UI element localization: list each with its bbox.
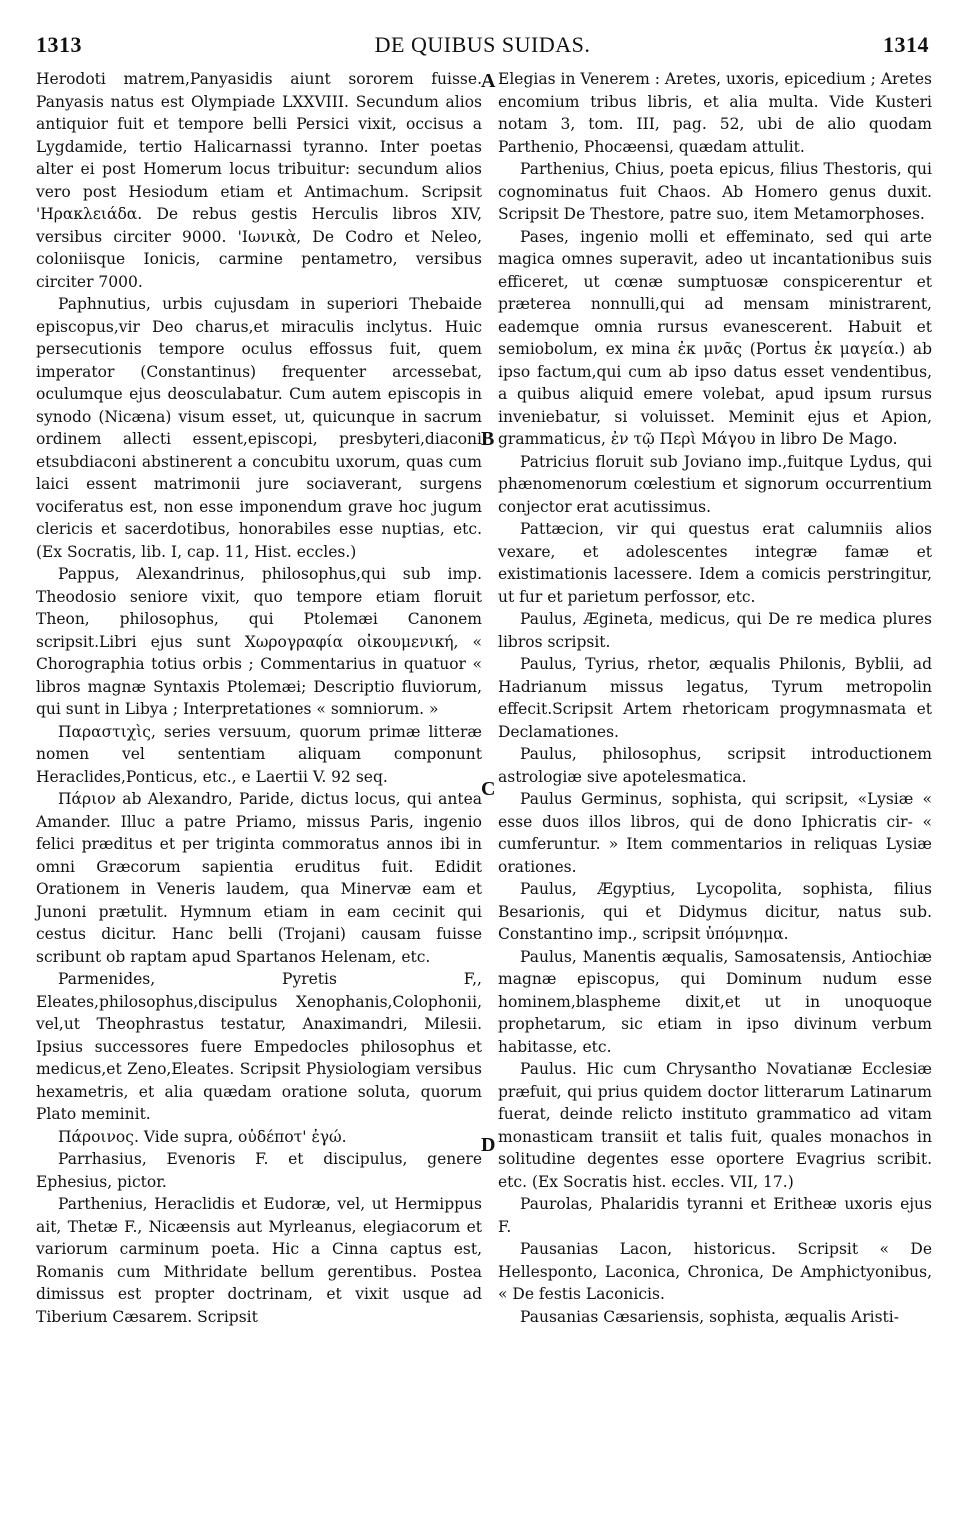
section-marker-b: B — [481, 428, 495, 450]
entry-paragraph: Parthenius, Chius, poeta epicus, filius Thestoris, qui cognominatus fuit Chaos. Ab Homero genus duxit. Scripsit De Thestore, patre suo, item Metamorphoses. — [498, 160, 932, 223]
entry-paragraph: Parmenides, Pyretis F,, Eleates,philosophus,discipulus Xenophanis,Colophonii, vel,ut Theophrastus testatur, Anaximandri, Milesii. Ipsius successores fuere Empedocles philosophus et medicus,et Zeno,Eleates. Scripsit Physiologiam versibus hexametris, et alia quædam oratione soluta, quorum Plato meminit. — [36, 970, 482, 1123]
entry-paragraph: Pausanias Lacon, historicus. Scripsit « De Hellesponto, Laconica, Chronica, De Amphictyonibus, « De festis Laconicis. — [498, 1240, 932, 1303]
entry-paragraph: Paulus, philosophus, scripsit introductionem astrologiæ sive apotelesmatica. — [498, 745, 932, 786]
entry-paragraph: Paulus Germinus, sophista, qui scripsit, «Lysiæ « esse duos illos libros, qui de dono Iphicratis cir- « cumferuntur. » Item commentarios in reliquas Lysiæ orationes. — [498, 790, 932, 876]
entry-paragraph: Elegias in Venerem : Aretes, uxoris, epicedium ; Aretes encomium tribus libris, et alia multa. Vide Kusteri notam 3, tom. III, pag. 52, ubi de alio quodam Parthenio, Phocæensi, quædam attulit. — [498, 70, 932, 156]
running-title: DE QUIBUS SUIDAS. — [374, 32, 591, 57]
section-marker-a: A — [481, 70, 496, 92]
entry-paragraph: Pattæcion, vir qui questus erat calumniis alios vexare, et adolescentes integræ famæ et existimationis lacessere. Idem a comicis perstringitur, ut fur et parietum perfossor, etc. — [498, 520, 932, 606]
entry-paragraph: Πάροινος. Vide supra, οὐδέποτ' ἐγώ. — [58, 1127, 347, 1146]
section-marker-c: C — [481, 778, 496, 800]
section-marker-d: D — [481, 1134, 496, 1156]
entry-paragraph: Πάριον ab Alexandro, Paride, dictus locus, qui antea Amander. Illuc a patre Priamo, missus Paris, ingenio felici præditus et per triginta commoratus annos ibi in omni Græcorum sapientia eruditus fuit. Edidit Orationem in Veneris laudem, qua Minervæ eam et Junoni prætulit. Hymnum etiam in eam cecinit qui cestus dicitur. Hanc belli (Trojani) causam fuisse scribunt ob raptam apud Spartanos Helenam, etc. — [36, 790, 482, 966]
entry-paragraph: Paulus. Hic cum Chrysantho Novatianæ Ecclesiæ præfuit, qui prius quidem doctor litterarum Latinarum fuerat, deinde relicto instituto grammatico ad vitam monasticam transiit et talis fuit, quales monachos in solitudine degentes esse oportere Evagrius scribit. etc. (Ex Socratis hist. eccles. VII, 17.) — [498, 1060, 932, 1191]
right-column — [498, 68, 932, 1328]
page-number-right: 1314 — [883, 32, 929, 57]
entry-paragraph: Paulus, Tyrius, rhetor, æqualis Philonis, Byblii, ad Hadrianum missus legatus, Tyrum metropolin effecit.Scripsit Artem rhetoricam progymnasmata et Declamationes. — [498, 655, 932, 741]
page-number-left: 1313 — [36, 32, 82, 57]
left-column — [36, 68, 482, 1328]
entry-paragraph: Pappus, Alexandrinus, philosophus,qui sub imp. Theodosio seniore vixit, quo tempore etiam floruit Theon, philosophus, qui Ptolemæi Canonem scripsit.Libri ejus sunt Χωρογραφία οἰκουμενική, « Chorographia totius orbis ; Commentarius in quatuor « libros magnæ Syntaxis Ptolemæi; Descriptio fluviorum, qui sunt in Libya ; Interpretationes « somniorum. » — [36, 565, 482, 718]
entry-paragraph: Παραστιχὶς, series versuum, quorum primæ litteræ nomen vel sententiam aliquam componunt Heraclides,Ponticus, etc., e Laertii V. 92 seq. — [36, 722, 482, 786]
entry-paragraph: Paulus, Manentis æqualis, Samosatensis, Antiochiæ magnæ episcopus, qui Dominum nudum esse hominem,blaspheme dixit,et ut in unoquoque prophetarum, sic etiam in ipso divinum verbum habitasse, etc. — [498, 947, 932, 1056]
entry-paragraph: Pases, ingenio molli et effeminato, sed qui arte magica omnes superavit, adeo ut incantationibus suis efficeret, ut cœnæ sumptuosæ conspicerentur et præterea nonnulli,qui ad mensam ministrarent, eademque omnia rursus evanescerent. Habuit et semiobolum, ex mina ἐκ μνᾶς (Portus ἐκ μαγεία.) ab ipso factum,qui cum ab ipso datus esset vendentibus, a quibus aliquid emere volebat, apud ipsum rursus inveniebatur, si voluisset. Meminit ejus et Apion, grammaticus, ἐν τῷ Περὶ Μάγου in libro De Mago. — [498, 227, 932, 448]
entry-paragraph: Parrhasius, Evenoris F. et discipulus, genere Ephesius, pictor. — [36, 1150, 482, 1191]
entry-paragraph: Patricius floruit sub Joviano imp.,fuitque Lydus, qui phænomenorum cœlestium et signorum occurrentium conjector erat acutissimus. — [498, 452, 932, 516]
entry-paragraph: Paurolas, Phalaridis tyranni et Eritheæ uxoris ejus F. — [498, 1195, 932, 1236]
entry-paragraph: Pausanias Cæsariensis, sophista, æqualis Aristi- — [520, 1307, 899, 1326]
entry-paragraph: Paulus, Ægineta, medicus, qui De re medica plures libros scripsit. — [498, 610, 932, 651]
entry-paragraph: Paphnutius, urbis cujusdam in superiori Thebaide episcopus,vir Deo charus,et miraculis inclytus. Huic persecutionis tempore oculus effossus fuit, quem imperator (Constantinus) frequenter arcessebat, oculumque ejus deosculabatur. Cum autem episcopis in synodo (Nicæna) visum esset, ut, quicunque in sacrum ordinem allecti essent,episcopi, presbyteri,diaconi etsubdiaconi abstinerent a concubitu uxorum, quas cum laici essent matrimonii jure sociaverant, surgens vociferatus est, non esse imponendum grave hoc jugum clericis et sacerdotibus, honorabiles esse nuptias, etc. (Ex Socratis, lib. I, cap. 11, Hist. eccles.) — [36, 295, 482, 561]
entry-paragraph: Herodoti matrem,Panyasidis aiunt sororem fuisse. Panyasis natus est Olympiade LXXVIII. Secundum alios antiquior fuit et tempore belli Persici vixit, occisus a Lygdamide, tertio Halicarnassi tyranno. Inter poetas alter ei post Homerum locus tribuitur: secundum alios vero post Hesiodum etiam et Antimachum. Scripsit 'Ηρακλειάδα. De rebus gestis Herculis libros XIV, versibus circiter 9000. 'Ιωνικὰ, De Codro et Neleo, coloniisque Ionicis, carmine pentametro, versibus circiter 7000. — [36, 70, 482, 291]
entry-paragraph: Parthenius, Heraclidis et Eudoræ, vel, ut Hermippus ait, Thetæ F., Nicæensis aut Myrleanus, elegiacorum et variorum carminum poeta. Hic a Cinna captus est, Romanis cum Mithridate bellum gerentibus. Postea dimissus est propter doctrinam, et vixit usque ad Tiberium Cæsarem. Scripsit — [36, 1195, 482, 1326]
entry-paragraph: Paulus, Ægyptius, Lycopolita, sophista, filius Besarionis, qui et Didymus dicitur, natus sub. Constantino imp., scripsit ὑπόμνημα. — [498, 880, 932, 943]
page-header — [36, 32, 929, 60]
